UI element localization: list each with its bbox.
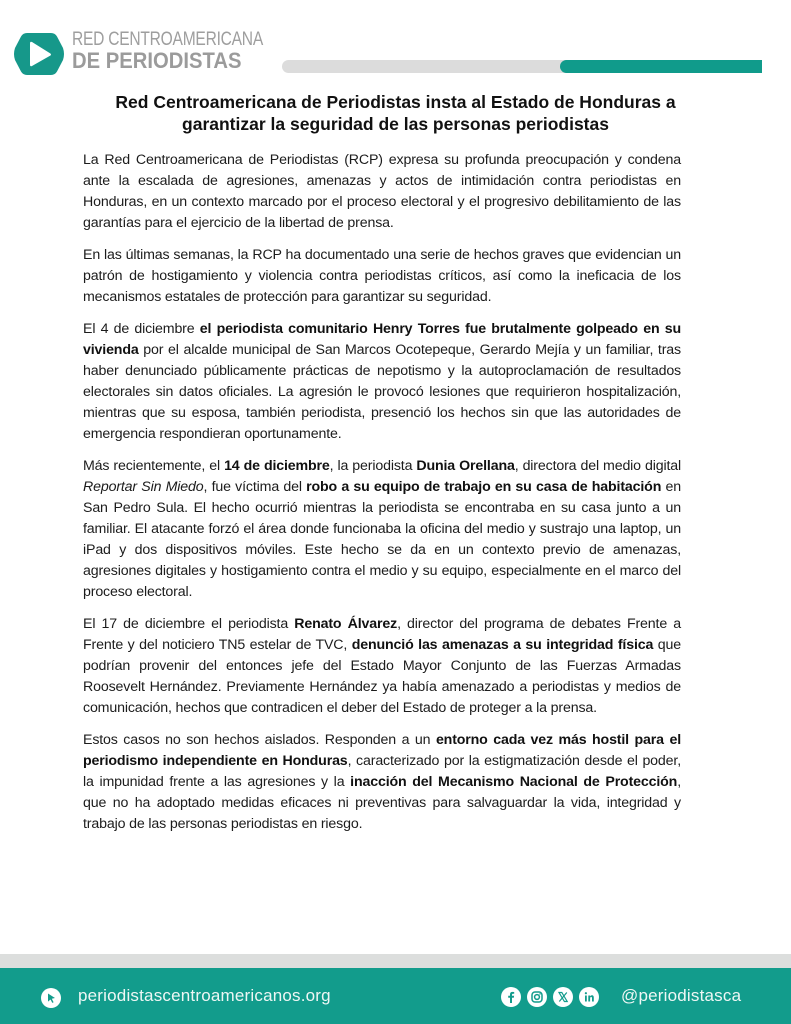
header-bar-gray — [282, 60, 582, 73]
header-bar-teal — [560, 60, 762, 73]
paragraph-text: en San Pedro Sula. El hecho ocurrió mientras la periodista se encontraba en su casa junto a un familiar. El atacante forzó el área donde funcionaba la oficina del medio y sustrajo una laptop, un iPad y dos dispositivos móviles. Este hecho se da en un contexto previo de amenazas, agresiones digitales y hostigamiento contra el medio y su equipo, especialmente en el marco del proceso electoral. — [83, 479, 681, 600]
paragraph-text: El 4 de diciembre — [83, 321, 200, 337]
paragraph-text: por el alcalde municipal de San Marcos Ocotepeque, Gerardo Mejía y un familiar, tras haber denunciado públicamente prácticas de nepotismo y la autoproclamación de resultados electorales sin datos oficiales. La agresión le provocó lesiones que requirieron hospitalización, mientras que su esposa, también periodista, presenció los hechos sin que las autoridades de emergencia respondieran oportunamente. — [83, 342, 681, 442]
logo-line2: DE PERIODISTAS — [72, 48, 242, 73]
paragraph-text: que podrían provenir del entonces jefe del Estado Mayor Conjunto de las Fuerzas Armadas Roosevelt Hernández. Previamente Hernández ya había amenazado a periodistas y medios de comunicación, hechos que contradicen el deber del Estado de proteger a la prensa. — [83, 637, 682, 716]
body-paragraph — [83, 614, 681, 719]
paragraph-text: Más recientemente, el — [83, 458, 225, 474]
logo-line1: RED CENTROAMERICANA — [72, 29, 263, 50]
body-paragraph — [83, 730, 681, 835]
emphasis-text: Renato Álvarez — [294, 616, 398, 632]
paragraph-text: El 17 de diciembre el periodista — [83, 616, 295, 632]
paragraph-text: , que no ha adoptado medidas eficaces ni preventivas para salvaguardar la vida, integridad y trabajo de las personas periodistas en riesgo. — [83, 774, 681, 832]
paragraph-text: , directora del medio digital — [514, 458, 682, 474]
emphasis-text: denunció las amenazas a su integridad física — [351, 637, 654, 653]
paragraph-text: , la periodista — [329, 458, 417, 474]
title-line-2: garantizar la seguridad de las personas periodistas — [182, 114, 609, 134]
header-decorative-bar — [282, 60, 762, 73]
linkedin-icon[interactable] — [579, 987, 599, 1007]
document-body — [83, 150, 681, 846]
x-twitter-icon[interactable] — [553, 987, 573, 1007]
paragraph-text: La Red Centroamericana de Periodistas (RCP) expresa su profunda preocupación y condena ante la escalada de agresiones, amenazas y actos de intimidación contra periodistas en Honduras, en un contexto marcado por el proceso electoral y el progresivo debilitamiento de las garantías para el ejercicio de la libertad de prensa. — [83, 152, 681, 231]
paragraph-text: , fue víctima del — [203, 479, 307, 495]
instagram-icon[interactable] — [527, 987, 547, 1007]
title-line-1: Red Centroamericana de Periodistas insta al Estado de Honduras a — [115, 92, 676, 112]
footer — [0, 968, 791, 1024]
document-title — [60, 91, 731, 135]
logo-play-icon — [13, 31, 65, 77]
facebook-icon[interactable] — [501, 987, 521, 1007]
body-paragraph — [83, 245, 681, 308]
cursor-click-icon — [41, 988, 61, 1008]
emphasis-text: el periodista comunitario Henry Torres fue brutalmente golpeado en su vivienda — [83, 321, 681, 358]
emphasis-text: Dunia Orellana — [416, 458, 515, 474]
social-handle[interactable]: @periodistasca — [621, 986, 742, 1005]
body-paragraph — [83, 150, 681, 234]
website-link[interactable]: periodistascentroamericanos.org — [78, 986, 331, 1005]
social-icons — [501, 987, 599, 1007]
emphasis-text: 14 de diciembre — [224, 458, 330, 474]
body-paragraph — [83, 319, 681, 445]
footer-divider — [0, 954, 791, 968]
emphasis-text: robo a su equipo de trabajo en su casa de habitación — [306, 479, 662, 495]
emphasis-text: entorno cada vez más hostil para el periodismo independiente en Honduras — [83, 732, 681, 769]
logo-wordmark — [72, 30, 305, 72]
paragraph-text: , director del programa de debates Frente a Frente y del noticiero TN5 estelar de TVC, — [83, 616, 681, 653]
italic-text: Reportar Sin Miedo — [83, 479, 204, 495]
header — [0, 0, 791, 90]
emphasis-text: inacción del Mecanismo Nacional de Protección — [350, 774, 678, 790]
paragraph-text: En las últimas semanas, la RCP ha documentado una serie de hechos graves que evidencian un patrón de hostigamiento y violencia contra periodistas críticos, así como la ineficacia de los mecanismos estatales de protección para garantizar su seguridad. — [83, 247, 681, 305]
paragraph-text: Estos casos no son hechos aislados. Responden a un — [83, 732, 436, 748]
body-paragraph — [83, 456, 681, 603]
paragraph-text: , caracterizado por la estigmatización desde el poder, la impunidad frente a las agresiones y la — [83, 753, 681, 790]
